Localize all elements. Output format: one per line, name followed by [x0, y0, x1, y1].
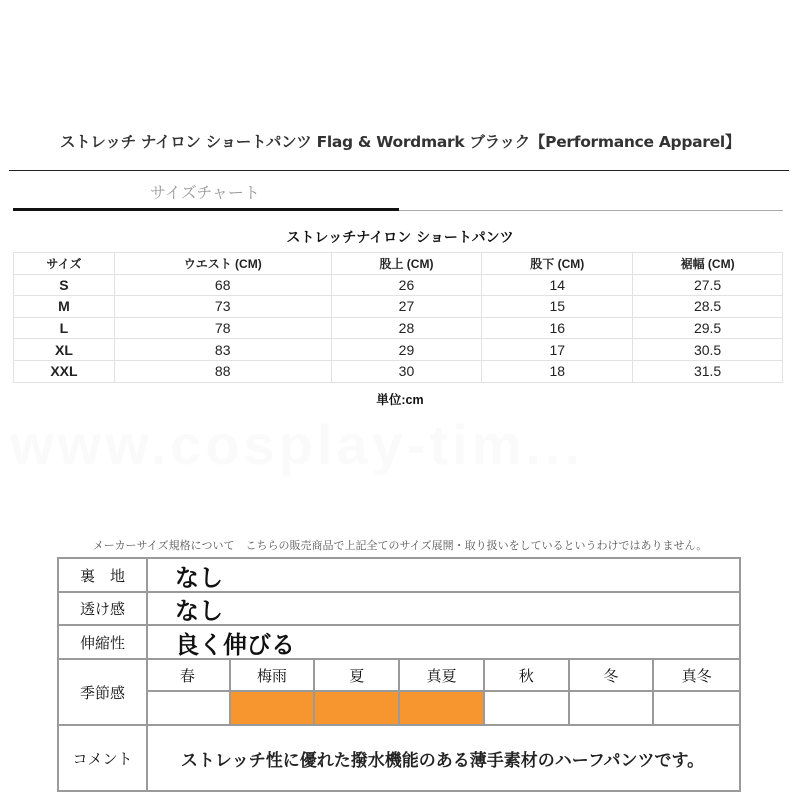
size-cell: XL	[14, 339, 115, 361]
season-indicator-midwinter	[654, 692, 739, 724]
table-row	[14, 360, 783, 382]
season-midwinter: 真冬	[654, 660, 739, 692]
product-title: ストレッチ ナイロン ショートパンツ Flag & Wordmark ブラック【Performance Apparel】	[59, 133, 741, 151]
header-waist: ウエスト (CM)	[114, 253, 331, 275]
watermark: www.cosplay-tim...	[10, 413, 585, 476]
rise-cell: 26	[331, 274, 482, 296]
season-indicator-winter	[570, 692, 655, 724]
season-winter: 冬	[570, 660, 655, 692]
header-size: サイズ	[14, 253, 115, 275]
season-midsummer: 真夏	[400, 660, 485, 692]
comment-label: コメント	[59, 726, 148, 790]
waist-cell: 83	[114, 339, 331, 361]
comment-value: ストレッチ性に優れた撥水機能のある薄手素材のハーフパンツです。	[180, 750, 705, 771]
season-summer: 夏	[315, 660, 400, 692]
transparency-value: なし	[175, 597, 223, 625]
season-spring: 春	[146, 660, 231, 692]
header-hem: 裾幅 (CM)	[633, 253, 783, 275]
season-label: 季節感	[59, 660, 148, 724]
season-indicator-summer	[315, 692, 400, 724]
table-row	[14, 339, 783, 361]
spec-table	[57, 557, 741, 792]
stretch-label: 伸縮性	[59, 626, 148, 658]
header-inseam: 股下 (CM)	[482, 253, 633, 275]
divider	[9, 170, 789, 171]
table-header-row	[14, 253, 783, 275]
waist-cell: 88	[114, 360, 331, 382]
waist-cell: 73	[114, 296, 331, 318]
inseam-cell: 16	[482, 317, 633, 339]
tab-size-chart[interactable]: サイズチャート	[150, 183, 260, 202]
spec-row-stretch	[59, 626, 739, 660]
transparency-label: 透け感	[59, 593, 148, 624]
season-autumn: 秋	[485, 660, 570, 692]
spec-row-transparency	[59, 593, 739, 626]
season-indicator-rainy	[231, 692, 316, 724]
size-cell: S	[14, 274, 115, 296]
hem-cell: 29.5	[633, 317, 783, 339]
rise-cell: 29	[331, 339, 482, 361]
rise-cell: 27	[331, 296, 482, 318]
spec-row-comment	[59, 726, 739, 790]
waist-cell: 68	[114, 274, 331, 296]
active-tab-indicator	[13, 208, 399, 211]
inseam-cell: 15	[482, 296, 633, 318]
rise-cell: 30	[331, 360, 482, 382]
lining-label: 裏 地	[59, 559, 148, 591]
header-rise: 股上 (CM)	[331, 253, 482, 275]
inseam-cell: 14	[482, 274, 633, 296]
hem-cell: 30.5	[633, 339, 783, 361]
season-grid	[146, 660, 739, 724]
hem-cell: 28.5	[633, 296, 783, 318]
inseam-cell: 17	[482, 339, 633, 361]
season-indicator-spring	[146, 692, 231, 724]
size-cell: M	[14, 296, 115, 318]
unit-label: 単位:cm	[376, 393, 424, 407]
lining-value: なし	[175, 563, 223, 592]
size-cell: XXL	[14, 360, 115, 382]
hem-cell: 31.5	[633, 360, 783, 382]
hem-cell: 27.5	[633, 274, 783, 296]
spec-row-lining	[59, 559, 739, 593]
table-row	[14, 274, 783, 296]
size-note: メーカーサイズ規格について こちらの販売商品で上記全てのサイズ展開・取り扱いをしているというわけではありません。	[92, 539, 708, 552]
size-cell: L	[14, 317, 115, 339]
season-indicator-autumn	[485, 692, 570, 724]
inseam-cell: 18	[482, 360, 633, 382]
table-row	[14, 317, 783, 339]
rise-cell: 28	[331, 317, 482, 339]
table-row	[14, 296, 783, 318]
season-indicator-midsummer	[400, 692, 485, 724]
tab-bar-line	[399, 210, 783, 211]
size-chart-table	[13, 252, 783, 383]
season-rainy: 梅雨	[231, 660, 316, 692]
stretch-value: 良く伸びる	[175, 630, 295, 659]
size-chart-caption: ストレッチナイロン ショートパンツ	[286, 230, 514, 246]
waist-cell: 78	[114, 317, 331, 339]
spec-row-season	[59, 660, 739, 726]
